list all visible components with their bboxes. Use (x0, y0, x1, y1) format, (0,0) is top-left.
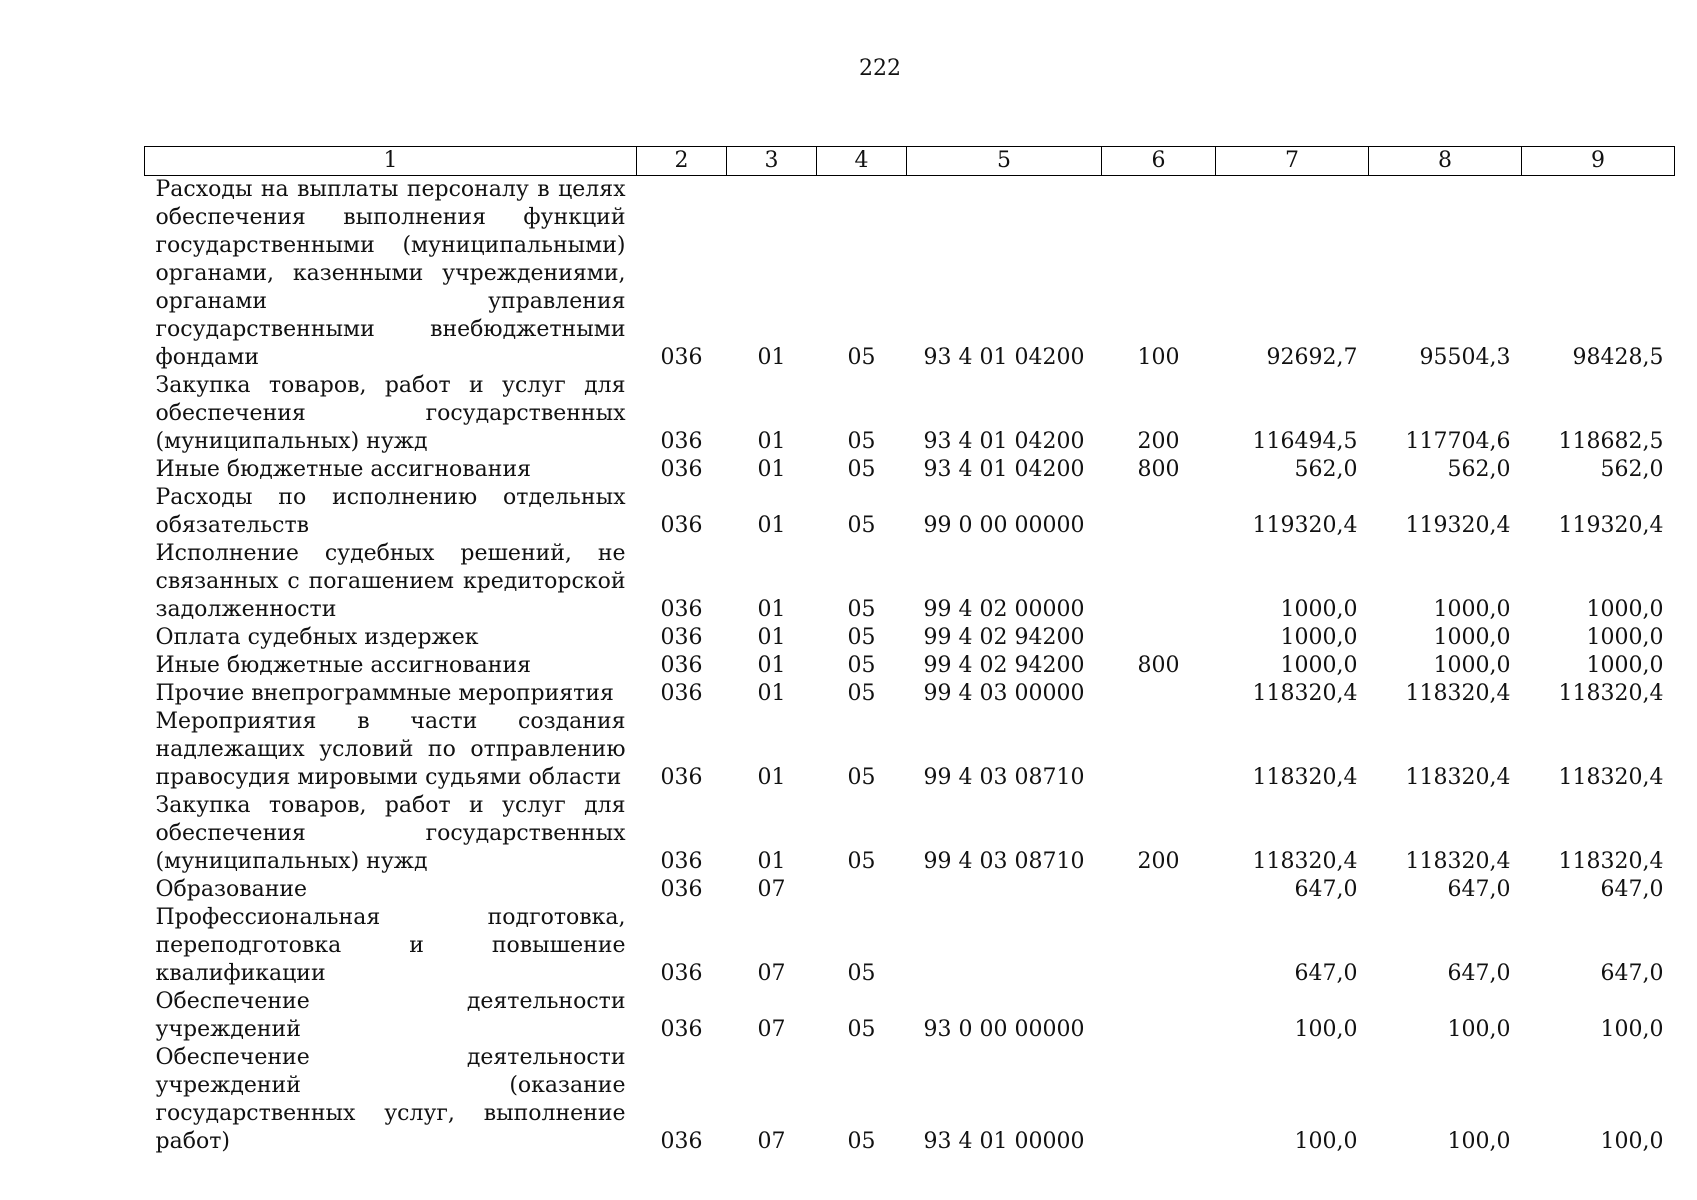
cell-amount-year-3: 118320,4 (1558, 849, 1664, 874)
table-header (145, 147, 1675, 176)
table-row (145, 708, 1675, 792)
cell-ministry-code: 036 (660, 429, 703, 454)
cell-amount-year-1: 562,0 (1294, 457, 1358, 482)
row-description: Иные бюджетные ассигнования (155, 653, 531, 678)
cell-subsection-code (817, 876, 907, 904)
cell-subsection-code: 05 (847, 457, 876, 482)
cell-target-article: 99 4 02 94200 (923, 653, 1085, 678)
cell-target-article (907, 904, 1102, 988)
table-row (145, 988, 1675, 1044)
cell-ministry-code: 036 (660, 625, 703, 650)
cell-subsection-code: 05 (847, 1017, 876, 1042)
cell-ministry-code: 036 (660, 765, 703, 790)
row-description: Профессиональная подготовка, переподготовка и повышение квалификации (155, 905, 626, 986)
row-description: Обеспечение деятельности учреждений (155, 989, 626, 1042)
cell-amount-year-1: 1000,0 (1280, 625, 1358, 650)
cell-amount-year-3: 647,0 (1600, 961, 1664, 986)
cell-section-code: 01 (757, 429, 786, 454)
cell-amount-year-2: 100,0 (1447, 1017, 1511, 1042)
cell-target-article: 99 0 00 00000 (923, 513, 1085, 538)
cell-ministry-code: 036 (660, 457, 703, 482)
cell-amount-year-1: 118320,4 (1252, 765, 1358, 790)
cell-amount-year-1: 92692,7 (1266, 345, 1358, 370)
cell-subsection-code: 05 (847, 345, 876, 370)
row-description: Исполнение судебных решений, не связанных с погашением кредиторской задолженности (155, 541, 626, 622)
cell-target-article: 93 4 01 04200 (923, 345, 1085, 370)
cell-expense-type (1102, 680, 1216, 708)
row-description: Иные бюджетные ассигнования (155, 457, 531, 482)
cell-expense-type: 200 (1137, 429, 1180, 454)
cell-expense-type (1102, 708, 1216, 792)
cell-amount-year-1: 119320,4 (1252, 513, 1358, 538)
column-header: 5 (907, 147, 1102, 176)
cell-section-code: 01 (757, 345, 786, 370)
cell-amount-year-2: 647,0 (1447, 877, 1511, 902)
cell-amount-year-2: 118320,4 (1405, 681, 1511, 706)
column-header: 3 (727, 147, 817, 176)
cell-expense-type (1102, 624, 1216, 652)
cell-amount-year-3: 1000,0 (1586, 597, 1664, 622)
column-header: 8 (1369, 147, 1522, 176)
cell-amount-year-3: 100,0 (1600, 1129, 1664, 1154)
row-description: Закупка товаров, работ и услуг для обеспечения государственных (муниципальных) нужд (155, 373, 626, 454)
header-row (145, 147, 1675, 176)
cell-amount-year-2: 100,0 (1447, 1129, 1511, 1154)
cell-ministry-code: 036 (660, 849, 703, 874)
cell-target-article (907, 876, 1102, 904)
cell-section-code: 01 (757, 849, 786, 874)
row-description: Оплата судебных издержек (155, 625, 479, 650)
cell-amount-year-2: 118320,4 (1405, 765, 1511, 790)
cell-target-article: 99 4 03 08710 (923, 849, 1085, 874)
cell-expense-type (1102, 904, 1216, 988)
table-row (145, 680, 1675, 708)
cell-ministry-code: 036 (660, 877, 703, 902)
cell-amount-year-2: 647,0 (1447, 961, 1511, 986)
cell-subsection-code: 05 (847, 653, 876, 678)
cell-ministry-code: 036 (660, 345, 703, 370)
cell-target-article: 99 4 03 08710 (923, 765, 1085, 790)
column-header: 6 (1102, 147, 1216, 176)
cell-target-article: 93 4 01 04200 (923, 457, 1085, 482)
cell-ministry-code: 036 (660, 961, 703, 986)
cell-target-article: 93 4 01 04200 (923, 429, 1085, 454)
column-header: 4 (817, 147, 907, 176)
cell-ministry-code: 036 (660, 597, 703, 622)
cell-ministry-code: 036 (660, 681, 703, 706)
table-row (145, 456, 1675, 484)
cell-target-article: 93 0 00 00000 (923, 1017, 1085, 1042)
cell-section-code: 01 (757, 513, 786, 538)
row-description: Прочие внепрограммные мероприятия (155, 681, 614, 706)
cell-section-code: 01 (757, 597, 786, 622)
page-number: 222 (859, 56, 901, 81)
cell-amount-year-3: 118320,4 (1558, 765, 1664, 790)
table-body (145, 176, 1675, 1157)
cell-ministry-code: 036 (660, 513, 703, 538)
cell-section-code: 01 (757, 765, 786, 790)
cell-amount-year-1: 647,0 (1294, 877, 1358, 902)
cell-amount-year-3: 119320,4 (1558, 513, 1664, 538)
table-row (145, 372, 1675, 456)
row-description: Мероприятия в части создания надлежащих условий по отправлению правосудия мировыми судьями области (155, 709, 626, 790)
table-row (145, 652, 1675, 680)
cell-amount-year-1: 647,0 (1294, 961, 1358, 986)
cell-expense-type: 100 (1137, 345, 1180, 370)
cell-amount-year-3: 118320,4 (1558, 681, 1664, 706)
cell-subsection-code: 05 (847, 765, 876, 790)
cell-section-code: 01 (757, 681, 786, 706)
cell-amount-year-2: 562,0 (1447, 457, 1511, 482)
cell-amount-year-1: 118320,4 (1252, 681, 1358, 706)
cell-subsection-code: 05 (847, 961, 876, 986)
row-description: Образование (155, 877, 308, 902)
cell-amount-year-2: 119320,4 (1405, 513, 1511, 538)
cell-expense-type (1102, 988, 1216, 1044)
cell-amount-year-1: 116494,5 (1252, 429, 1358, 454)
cell-target-article: 99 4 02 94200 (923, 625, 1085, 650)
cell-expense-type (1102, 1044, 1216, 1156)
cell-section-code: 07 (757, 1017, 786, 1042)
table-row (145, 176, 1675, 373)
cell-amount-year-3: 1000,0 (1586, 653, 1664, 678)
table-row (145, 904, 1675, 988)
column-header: 1 (145, 147, 637, 176)
cell-amount-year-1: 100,0 (1294, 1129, 1358, 1154)
cell-subsection-code: 05 (847, 1129, 876, 1154)
cell-section-code: 07 (757, 1129, 786, 1154)
row-description: Расходы по исполнению отдельных обязательств (155, 485, 626, 538)
cell-target-article: 99 4 02 00000 (923, 597, 1085, 622)
cell-amount-year-3: 562,0 (1600, 457, 1664, 482)
cell-amount-year-2: 117704,6 (1405, 429, 1511, 454)
cell-expense-type: 800 (1137, 653, 1180, 678)
column-header: 9 (1522, 147, 1675, 176)
column-header: 7 (1216, 147, 1369, 176)
cell-amount-year-3: 98428,5 (1572, 345, 1664, 370)
cell-amount-year-2: 95504,3 (1419, 345, 1511, 370)
cell-expense-type (1102, 540, 1216, 624)
cell-expense-type: 800 (1137, 457, 1180, 482)
cell-ministry-code: 036 (660, 1017, 703, 1042)
cell-subsection-code: 05 (847, 597, 876, 622)
table-row (145, 484, 1675, 540)
cell-section-code: 01 (757, 457, 786, 482)
row-description: Закупка товаров, работ и услуг для обеспечения государственных (муниципальных) нужд (155, 793, 626, 874)
cell-ministry-code: 036 (660, 653, 703, 678)
cell-subsection-code: 05 (847, 625, 876, 650)
cell-amount-year-1: 100,0 (1294, 1017, 1358, 1042)
cell-section-code: 07 (757, 877, 786, 902)
cell-expense-type (1102, 484, 1216, 540)
table-row (145, 1044, 1675, 1156)
cell-amount-year-3: 118682,5 (1558, 429, 1664, 454)
cell-amount-year-3: 100,0 (1600, 1017, 1664, 1042)
table-row (145, 792, 1675, 876)
cell-subsection-code: 05 (847, 429, 876, 454)
column-header: 2 (637, 147, 727, 176)
cell-expense-type (1102, 876, 1216, 904)
cell-amount-year-2: 1000,0 (1433, 597, 1511, 622)
cell-section-code: 01 (757, 653, 786, 678)
row-description: Обеспечение деятельности учреждений (оказание государственных услуг, выполнение работ) (155, 1045, 626, 1154)
cell-section-code: 01 (757, 625, 786, 650)
table-row (145, 624, 1675, 652)
table-row (145, 876, 1675, 904)
cell-subsection-code: 05 (847, 681, 876, 706)
cell-amount-year-3: 1000,0 (1586, 625, 1664, 650)
row-description: Расходы на выплаты персоналу в целях обеспечения выполнения функций государственными (муниципальными) органами, казенными учреждениями, органами управления государственными внебюджетными фондами (155, 177, 626, 370)
table-row (145, 540, 1675, 624)
cell-amount-year-2: 1000,0 (1433, 625, 1511, 650)
cell-subsection-code: 05 (847, 849, 876, 874)
cell-target-article: 99 4 03 00000 (923, 681, 1085, 706)
cell-target-article: 93 4 01 00000 (923, 1129, 1085, 1154)
cell-amount-year-1: 1000,0 (1280, 653, 1358, 678)
cell-amount-year-2: 118320,4 (1405, 849, 1511, 874)
cell-expense-type: 200 (1137, 849, 1180, 874)
cell-subsection-code: 05 (847, 513, 876, 538)
cell-section-code: 07 (757, 961, 786, 986)
cell-ministry-code: 036 (660, 1129, 703, 1154)
cell-amount-year-2: 1000,0 (1433, 653, 1511, 678)
budget-table (144, 146, 1675, 1156)
cell-amount-year-3: 647,0 (1600, 877, 1664, 902)
cell-amount-year-1: 1000,0 (1280, 597, 1358, 622)
cell-amount-year-1: 118320,4 (1252, 849, 1358, 874)
